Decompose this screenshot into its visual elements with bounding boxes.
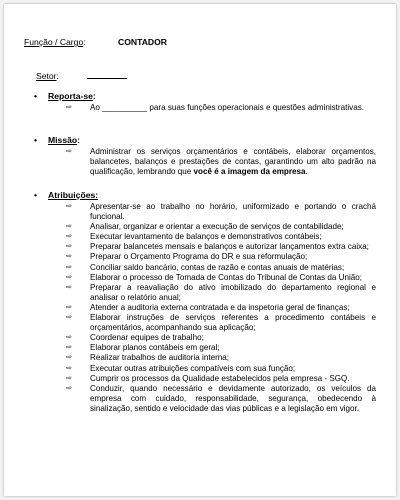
section-colon: : [77,135,81,145]
arrow-right-icon: ⇨ [66,384,72,392]
item-text: Preparar a reavaliação do ativo imobilizado do departamento regional e analisar o relatório anual; [90,282,376,302]
item-text: Conciliar saldo bancário, contas de razão e contas anuais de matérias; [90,262,345,272]
list-item [34,333,384,343]
list-item [34,374,384,384]
bullet-icon: • [34,91,38,101]
list-item [34,303,384,313]
list-item [34,232,384,242]
arrow-right-icon: ⇨ [66,303,72,311]
list-item [34,283,384,303]
item-text: Elaborar o processo de Tomada de Contas do Tribunal de Contas da União; [90,272,363,282]
list-item [34,202,384,222]
job-title-colon: : [83,37,86,47]
list-item [34,273,384,283]
list-item [34,147,384,177]
section-reporta-se [34,91,384,113]
bullet-icon: • [34,190,38,200]
arrow-right-icon: ⇨ [66,273,72,281]
item-text: Atender a auditoria externa contratada e da inspetoria geral de finanças; [90,302,350,312]
list-item [34,242,384,252]
arrow-right-icon: ⇨ [66,314,72,322]
section-colon: : [92,91,96,101]
arrow-right-icon: ⇨ [66,364,72,372]
attributions-list [34,202,384,414]
arrow-right-icon: ⇨ [66,253,72,261]
arrow-right-icon: ⇨ [66,374,72,382]
item-text: Analisar, organizar e orientar a execução de serviços de contabilidade; [90,222,344,232]
section-atribuicoes [34,190,384,414]
arrow-right-icon: ⇨ [66,233,72,241]
item-text: Ao __________ para suas funções operacionais e questões administrativas. [90,103,365,112]
item-text: Realizar trabalhos de auditoria interna; [90,353,230,363]
job-title-line [24,37,168,47]
item-text: Preparar balancetes mensais e balanços e autorizar lançamentos extra caixa; [90,242,369,252]
section-title: Atribuições: [48,190,99,200]
item-text: Apresentar-se ao trabalho no horário, uniformizado e portando o crachá funcional. [90,202,376,222]
list-item [34,364,384,374]
arrow-right-icon: ⇨ [66,243,72,251]
item-text: Executar outras atribuições compatíveis com sua função; [90,363,296,373]
list-item [34,313,384,333]
list-item [34,252,384,262]
arrow-right-icon: ⇨ [66,344,72,352]
arrow-right-icon: ⇨ [66,354,72,362]
sector-blank-field [87,70,127,79]
item-text [90,147,376,177]
job-title-value: CONTADOR [118,37,168,47]
arrow-right-icon: ⇨ [66,223,72,231]
list-item [34,343,384,353]
item-text: Coordenar equipes de trabalho; [90,333,204,343]
item-text: Conduzir, quando necessário e devidamente autorizado, os veículos da empresa com cuidado, responsabilidade, segurança, obedecendo à sinalização, sentido e velocidade das vias públicas e a legislação em vigor. [90,383,376,413]
arrow-right-icon: ⇨ [66,203,72,210]
job-title-label: Função / Cargo [24,37,84,47]
arrow-right-icon: ⇨ [66,334,72,342]
arrow-right-icon: ⇨ [66,283,72,291]
item-text: Executar levantamento de balanços e demonstrativos contábeis; [90,232,322,242]
list-item [34,263,384,273]
item-text: Preparar o Orçamento Programa do DR e sua reformulação; [90,252,308,262]
section-title: Missão [48,135,78,145]
sector-colon: : [56,71,59,81]
item-text: Elaborar instruções de serviços referentes a procedimento contábeis e orçamentários, acompanhando sua aplicação; [90,313,376,333]
bullet-icon: • [34,135,38,145]
arrow-right-icon: ⇨ [66,104,72,111]
list-item [34,384,384,414]
document-page [4,4,396,496]
list-item [34,353,384,363]
section-missao [34,135,384,177]
item-text: Elaborar planos contábeis em geral; [90,343,220,353]
mission-end: . [305,167,308,177]
list-item [34,103,384,113]
sector-label: Setor [36,71,57,81]
arrow-right-icon: ⇨ [66,148,72,155]
mission-emphasis: você é a imagem da empresa [193,167,306,177]
section-title: Reporta-se [48,91,93,101]
list-item [34,222,384,232]
mission-text: Administrar os serviços orçamentários e contábeis, elaborar orçamentos, balancetes, balanços e prestações de contas, garantindo um alto padrão na qualificação, lembrando que [90,147,376,177]
sector-line [36,70,127,81]
item-text: Cumprir os processos da Qualidade estabelecidos pela empresa - SGQ. [90,373,350,383]
arrow-right-icon: ⇨ [66,263,72,271]
